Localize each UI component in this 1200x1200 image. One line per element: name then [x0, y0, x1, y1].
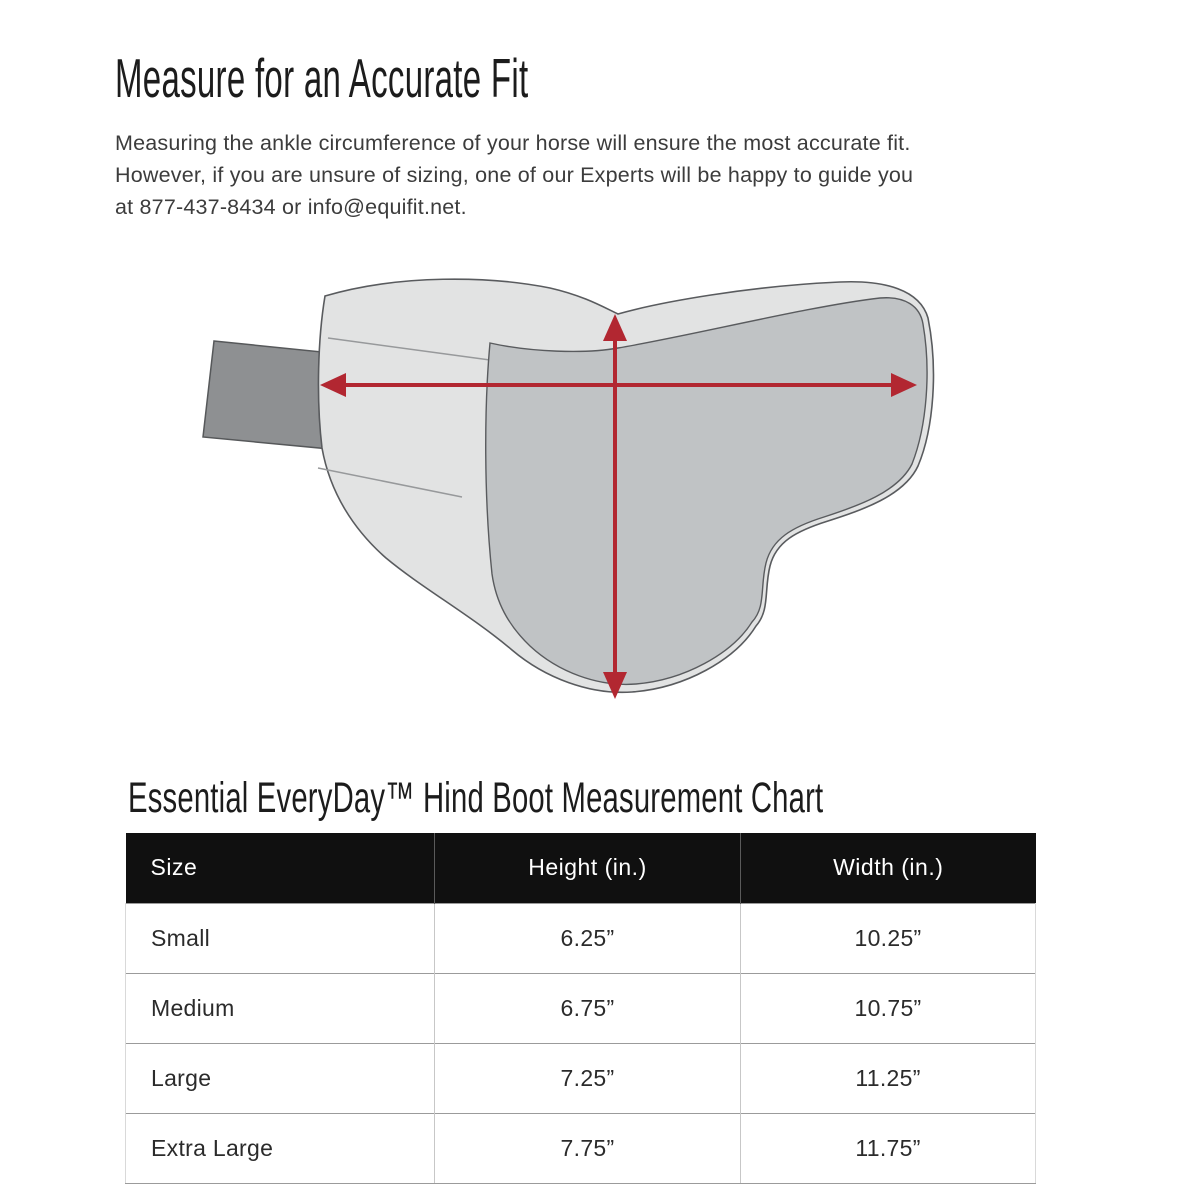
table-row-small: [126, 903, 1036, 973]
boot-diagram-svg: [190, 278, 950, 708]
column-header-size: Size: [126, 833, 435, 903]
height-cell: 6.25”: [435, 903, 741, 973]
page-title-text: Measure for an Accurate Fit: [115, 47, 529, 109]
height-cell: 6.75”: [435, 973, 741, 1043]
column-header-height: Height (in.): [435, 833, 741, 903]
table-header-row: [126, 833, 1036, 903]
intro-paragraph: [115, 127, 1065, 223]
intro-line-2: However, if you are unsure of sizing, one of our Experts will be happy to guide you: [115, 163, 914, 187]
intro-line-3-suffix: .: [460, 195, 467, 219]
chart-title: [128, 774, 1151, 823]
email-address: info@equifit.net: [307, 195, 461, 219]
intro-line-3-prefix: at: [115, 195, 140, 219]
width-cell: 10.75”: [741, 973, 1036, 1043]
height-cell: 7.75”: [435, 1113, 741, 1183]
size-cell: Large: [126, 1043, 435, 1113]
table-row-large: [126, 1043, 1036, 1113]
size-cell: Medium: [126, 973, 435, 1043]
width-cell: 10.25”: [741, 903, 1036, 973]
width-cell: 11.75”: [741, 1113, 1036, 1183]
size-cell: Extra Large: [126, 1113, 435, 1183]
measurement-table: [125, 833, 1036, 1184]
intro-line-3-mid: or: [275, 195, 308, 219]
phone-number: 877-437-8434: [139, 195, 276, 219]
chart-title-text: Essential EveryDay™ Hind Boot Measurement Chart: [128, 774, 824, 822]
table-row-extra-large: [126, 1113, 1036, 1183]
column-header-width: Width (in.): [741, 833, 1036, 903]
intro-line-1: Measuring the ankle circumference of your horse will ensure the most accurate fit.: [115, 131, 911, 155]
boot-strap: [203, 341, 332, 449]
height-cell: 7.25”: [435, 1043, 741, 1113]
width-cell: 11.25”: [741, 1043, 1036, 1113]
size-cell: Small: [126, 903, 435, 973]
page-title: [115, 48, 804, 109]
boot-inner-panel: [486, 298, 927, 685]
intro-line-3: [115, 191, 1065, 223]
table-row-medium: [126, 973, 1036, 1043]
boot-measurement-diagram: [190, 278, 950, 708]
